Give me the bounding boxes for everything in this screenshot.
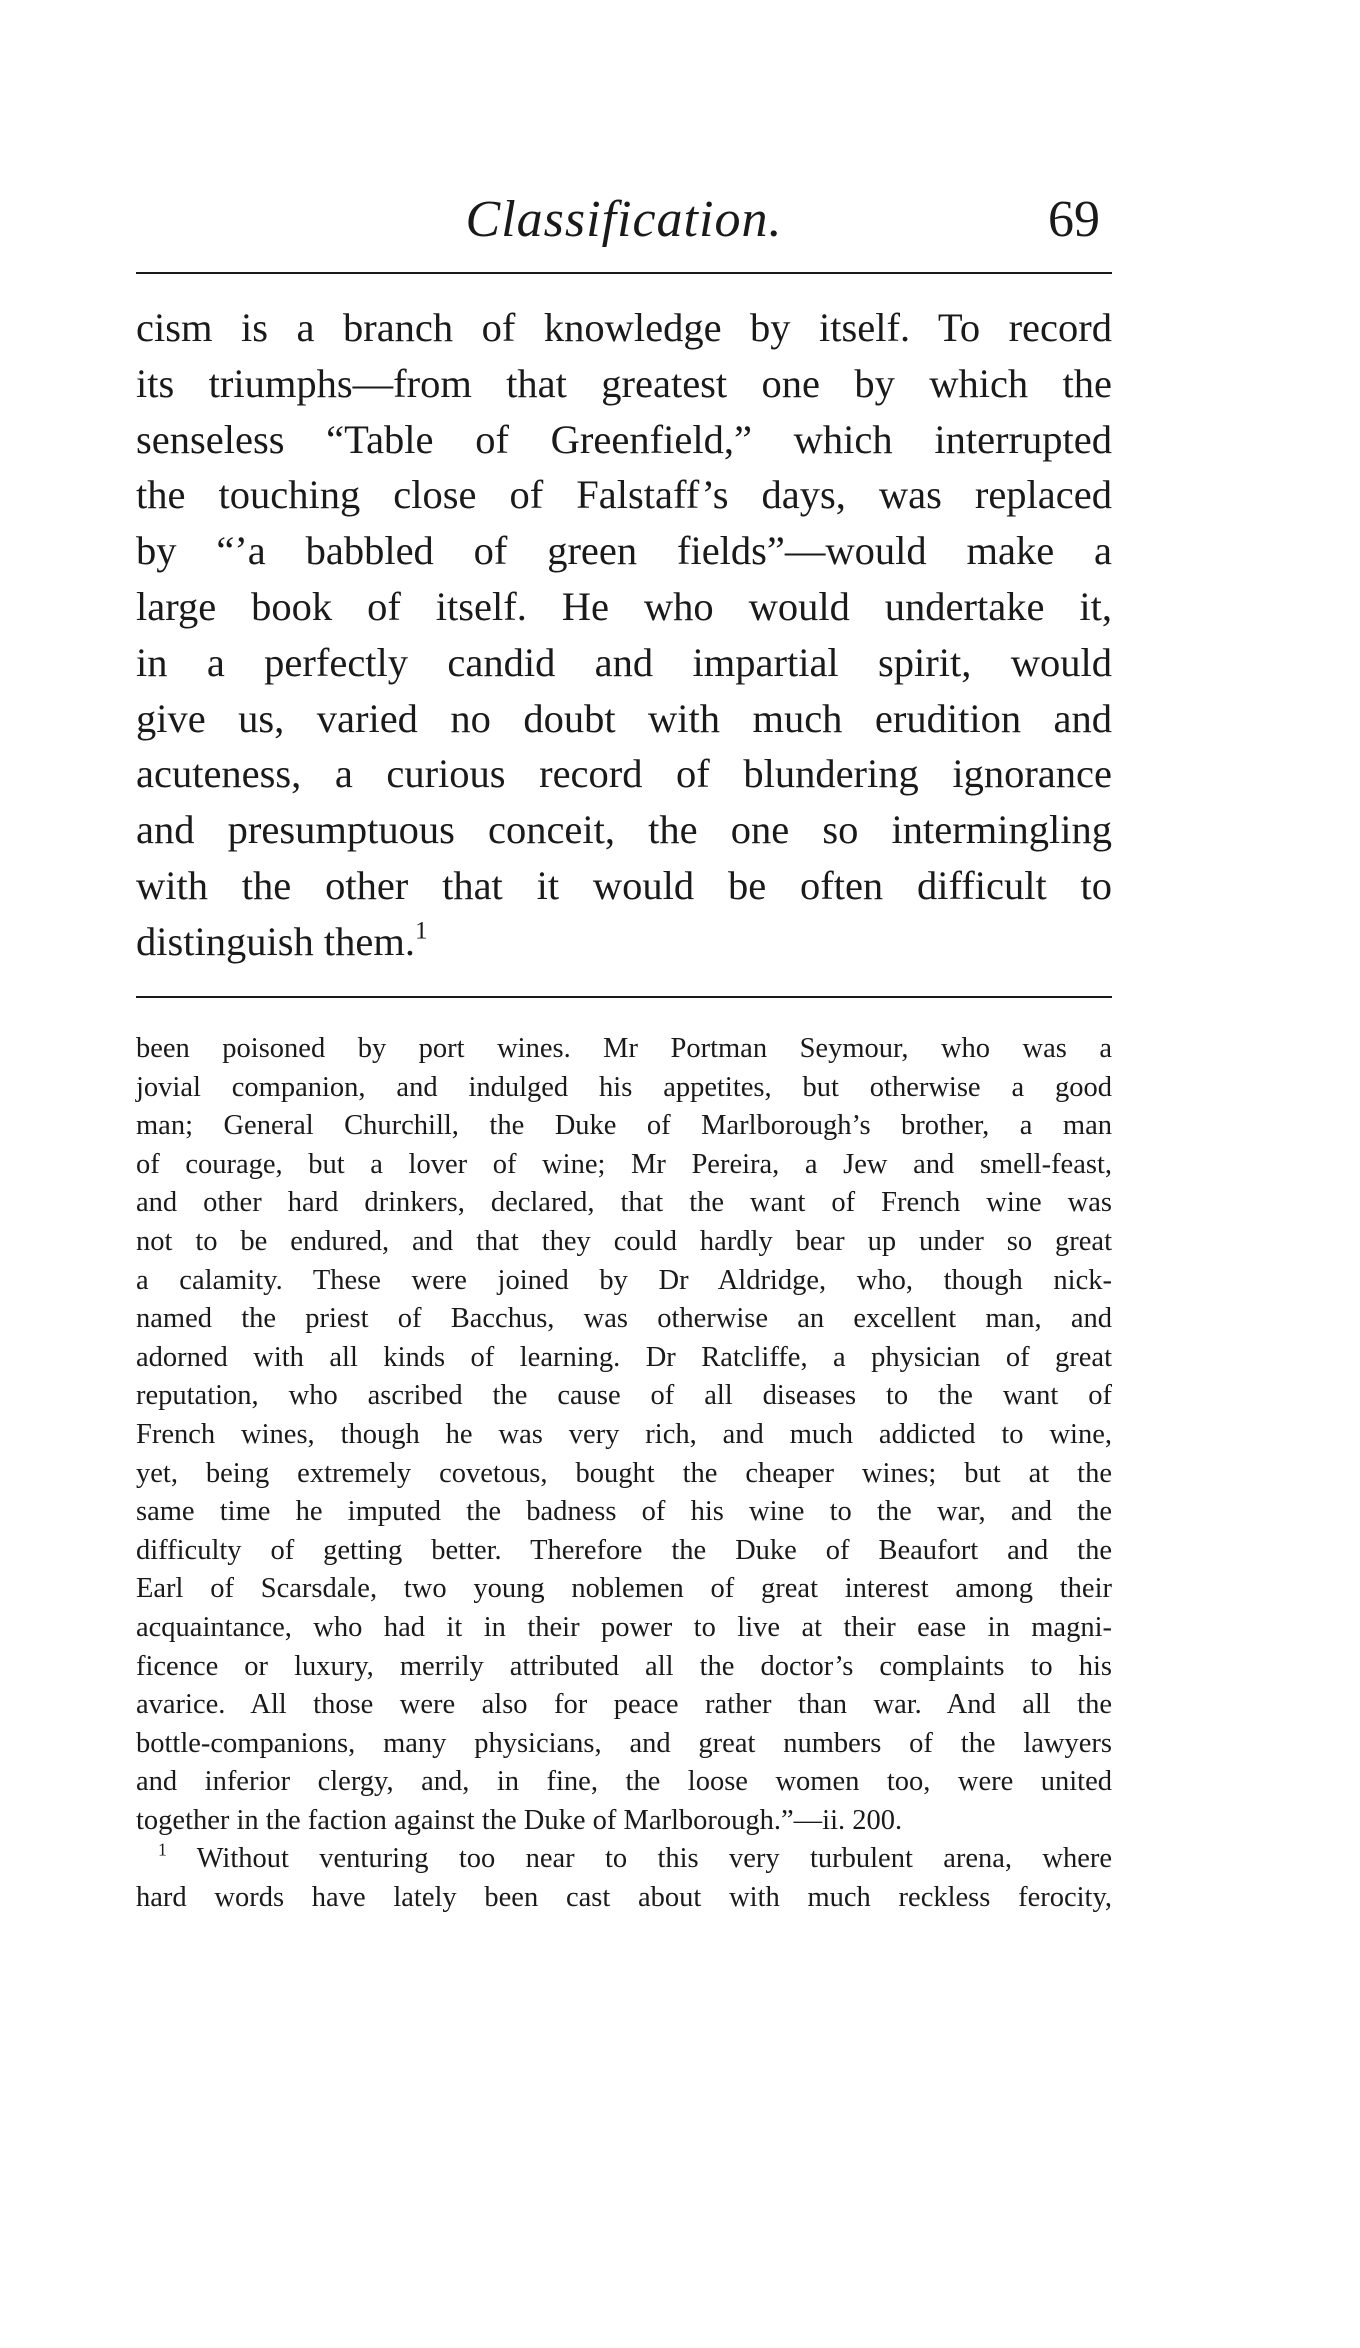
footnote-line: man; General Churchill, the Duke of Marlborough’s brother, a man <box>136 1110 1112 1142</box>
text-line-last <box>136 914 1112 970</box>
text-line: and presumptuous conceit, the one so intermingling <box>136 807 1112 853</box>
footnote-line: and other hard drinkers, declared, that the want of French wine was <box>136 1187 1112 1219</box>
footnote-line: French wines, though he was very rich, and much addicted to wine, <box>136 1418 1112 1450</box>
footnote-1 <box>136 1840 1112 1917</box>
footnote-line: yet, being extremely covetous, bought the cheaper wines; but at the <box>136 1457 1112 1489</box>
footnote-line: bottle-companions, many physicians, and great numbers of the lawyers <box>136 1727 1112 1759</box>
footnote-line: adorned with all kinds of learning. Dr Ratcliffe, a physician of great <box>136 1341 1112 1373</box>
running-title: Classification. <box>465 191 783 248</box>
text-line: give us, varied no doubt with much erudition and <box>136 695 1112 741</box>
footnote-1-marker: 1 <box>158 1839 167 1860</box>
footnote-line: acquaintance, who had it in their power to live at their ease in magni- <box>136 1611 1112 1643</box>
page-number: 69 <box>1048 191 1100 248</box>
footnote-1-second-line: hard words have lately been cast about with much reckless ferocity, <box>136 1882 1112 1914</box>
footnote-line: a calamity. These were joined by Dr Aldridge, who, though nick- <box>136 1264 1112 1296</box>
text-line: in a perfectly candid and impartial spirit, would <box>136 639 1112 685</box>
text-line: senseless “Table of Greenfield,” which interrupted <box>136 416 1112 462</box>
footnote-line: jovial companion, and indulged his appetites, but otherwise a good <box>136 1071 1112 1103</box>
footnote-reference[interactable]: 1 <box>415 917 428 945</box>
footnote-line: avarice. All those were also for peace rather than war. And all the <box>136 1689 1112 1721</box>
text-line: acuteness, a curious record of blundering ignorance <box>136 751 1112 797</box>
text-line-last-content: distinguish them. <box>136 918 416 964</box>
footnote-line: named the priest of Bacchus, was otherwise an excellent man, and <box>136 1303 1112 1335</box>
footnote-line: not to be endured, and that they could hardly bear up under so great <box>136 1225 1112 1257</box>
footnote-line: Earl of Scarsdale, two young noblemen of great interest among their <box>136 1573 1112 1605</box>
footnote-line-last: together in the faction against the Duke of Marlborough.”—ii. 200. <box>136 1804 903 1836</box>
footnote-1-first-line <box>136 1840 1112 1879</box>
footnote-continued <box>136 1030 1112 1840</box>
footnote-line: same time he imputed the badness of his wine to the war, and the <box>136 1496 1112 1528</box>
text-line: the touching close of Falstaff’s days, was replaced <box>136 472 1112 518</box>
footnote-1-first-line-text: Without venturing too near to this very turbulent arena, where <box>166 1843 1112 1875</box>
footnote-line: and inferior clergy, and, in fine, the loose women too, were united <box>136 1766 1112 1798</box>
footnote-line: ficence or luxury, merrily attributed all the doctor’s complaints to his <box>136 1650 1112 1682</box>
page-header <box>136 190 1112 260</box>
text-line: cism is a branch of knowledge by itself. To record <box>136 305 1112 350</box>
text-line: with the other that it would be often difficult to <box>136 862 1112 908</box>
text-line: by “’a babbled of green fields”—would make a <box>136 528 1112 574</box>
header-rule <box>136 272 1112 274</box>
footnote-line: reputation, who ascribed the cause of all diseases to the want of <box>136 1380 1112 1412</box>
main-text <box>136 300 1112 970</box>
footnote-separator-rule <box>136 996 1112 998</box>
footnote-line: been poisoned by port wines. Mr Portman Seymour, who was a <box>136 1033 1112 1064</box>
text-line: large book of itself. He who would undertake it, <box>136 583 1112 629</box>
footnote-line: difficulty of getting better. Therefore the Duke of Beaufort and the <box>136 1534 1112 1566</box>
footnote-line: of courage, but a lover of wine; Mr Pereira, a Jew and smell-feast, <box>136 1148 1112 1180</box>
footnotes <box>136 1030 1112 1918</box>
text-line: its triumphs—from that greatest one by which the <box>136 360 1112 406</box>
